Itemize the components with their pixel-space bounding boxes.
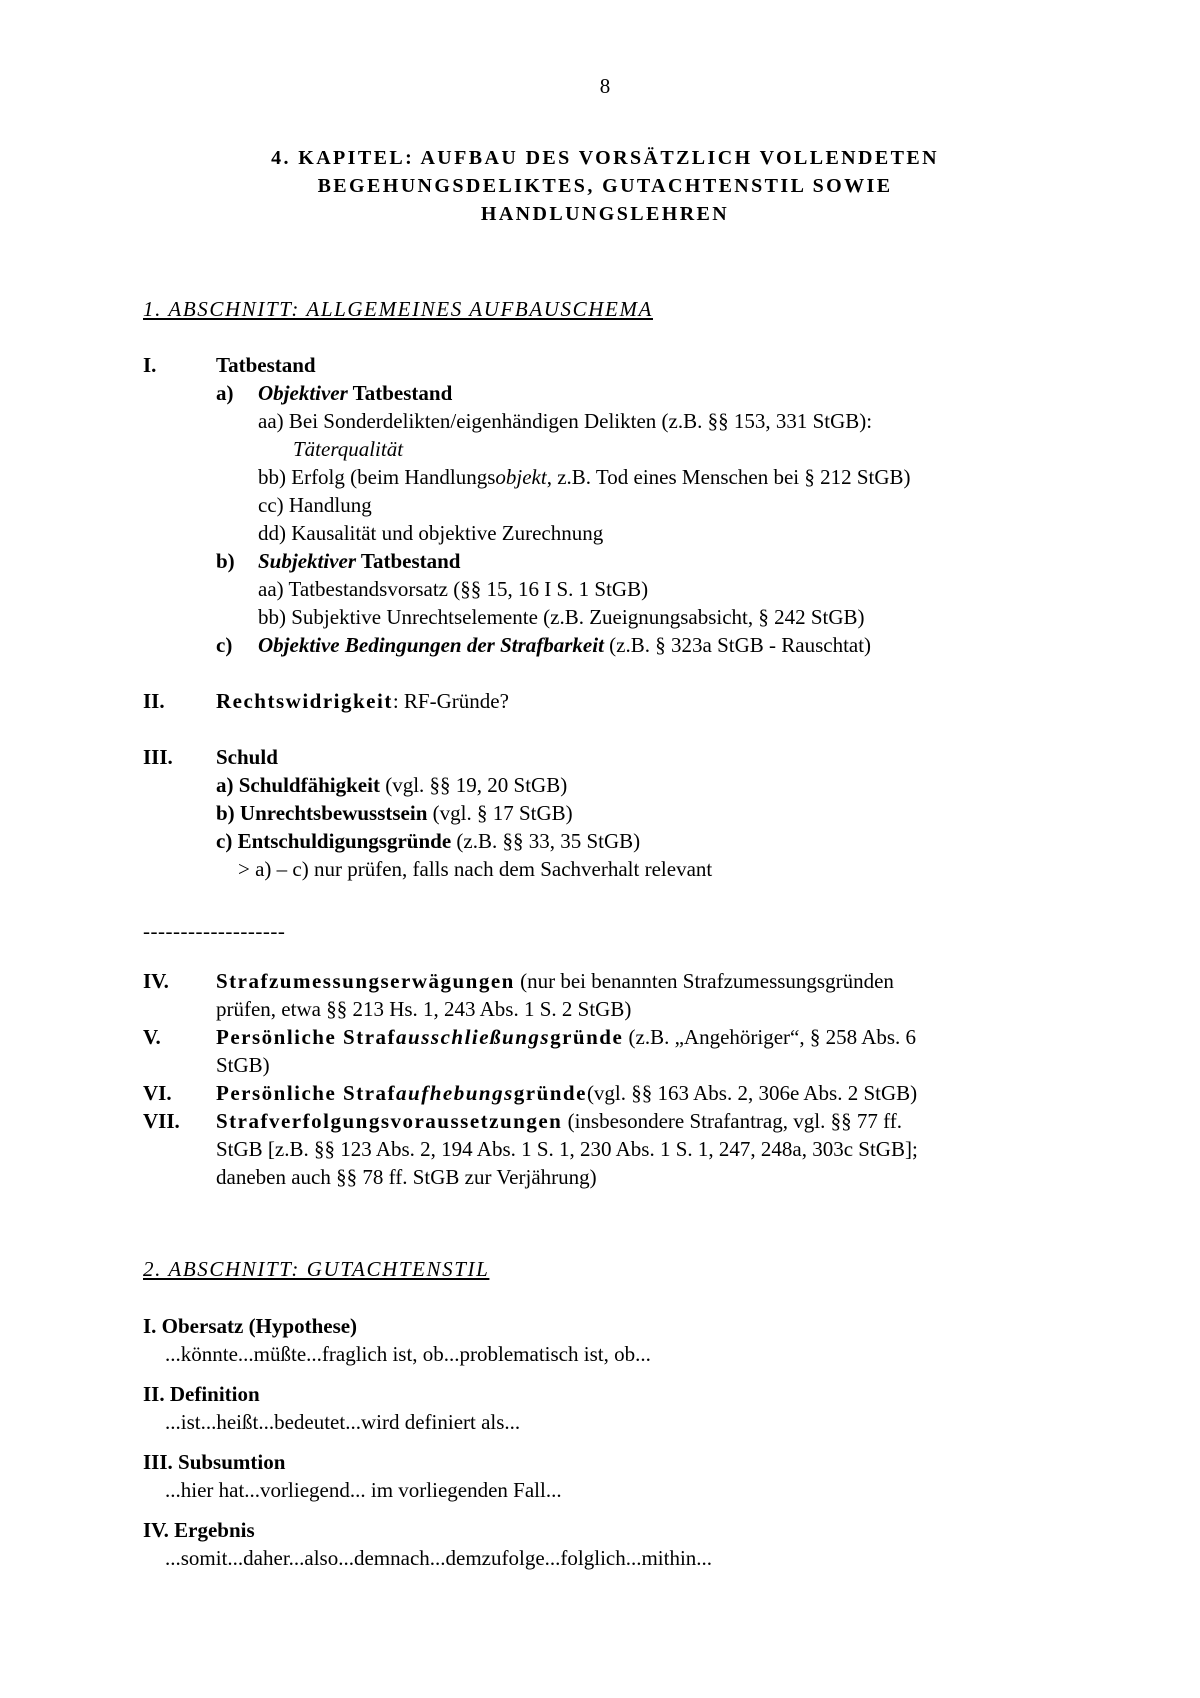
schuld-a-bold: a) Schuldfähigkeit: [216, 773, 380, 797]
section-2-heading: 2. ABSCHNITT: GUTACHTENSTIL: [143, 1257, 490, 1281]
objektive-bedingungen: [258, 631, 871, 659]
strafaufhebungsgruende: [216, 1079, 917, 1107]
schuld-c-rest: (z.B. §§ 33, 35 StGB): [451, 829, 641, 853]
subjektiver-tatbestand: [258, 547, 460, 575]
subsumtion-title: III. Subsumtion: [143, 1450, 286, 1474]
strafverfolgung: [216, 1107, 902, 1135]
chapter-title-line-2: BEGEHUNGSDELIKTES, GUTACHTENSTIL SOWIE: [317, 175, 893, 197]
schuld-c-bold: c) Entschuldigungsgründe: [216, 829, 452, 853]
obersatz-text: ...könnte...müßte...fraglich ist, ob...problematisch ist, ob...: [165, 1342, 651, 1366]
line-bb: [258, 463, 911, 491]
schuld-a: [216, 771, 567, 799]
schuld-title: Schuld: [216, 745, 278, 769]
objektiver-rest: Tatbestand: [347, 381, 453, 405]
subsumtion-text: ...hier hat...vorliegend... im vorliegenden Fall...: [165, 1478, 562, 1502]
vii-title: Strafverfolgungsvoraussetzungen: [216, 1109, 563, 1133]
rechtswidrigkeit-title: Rechtswidrigkeit: [216, 689, 393, 713]
definition-title: II. Definition: [143, 1382, 260, 1406]
objektive-bedingungen-rest: (z.B. § 323a StGB - Rauschtat): [603, 633, 872, 657]
numeral-vii: VII.: [143, 1109, 180, 1133]
v-title-post: gründe: [550, 1025, 624, 1049]
item-a-label: a): [216, 381, 234, 405]
schuld-b: [216, 799, 573, 827]
line-dd: dd) Kausalität und objektive Zurechnung: [258, 521, 604, 545]
schuld-a-rest: (vgl. §§ 19, 20 StGB): [379, 773, 568, 797]
objektive-bedingungen-label: Objektive Bedingungen der Strafbarkeit: [258, 633, 604, 657]
rechtswidrigkeit: [216, 687, 509, 715]
item-b-label: b): [216, 549, 235, 573]
definition-text: ...ist...heißt...bedeutet...wird definiert als...: [165, 1410, 521, 1434]
strafzumessung: [216, 967, 894, 995]
subjektiver-rest: Tatbestand: [356, 549, 461, 573]
section-1-heading: 1. ABSCHNITT: ALLGEMEINES AUFBAUSCHEMA: [143, 297, 653, 321]
line-b-bb: bb) Subjektive Unrechtselemente (z.B. Zueignungsabsicht, § 242 StGB): [258, 605, 865, 629]
vii-rest: (insbesondere Strafantrag, vgl. §§ 77 ff.: [562, 1109, 902, 1133]
tatbestand-title: Tatbestand: [216, 353, 316, 377]
numeral-ii: II.: [143, 689, 165, 713]
line-cc: cc) Handlung: [258, 493, 372, 517]
separator: -------------------: [143, 919, 286, 943]
v-title-pre: Persönliche Straf: [216, 1025, 397, 1049]
numeral-iv: IV.: [143, 969, 169, 993]
vii-cont-1: StGB [z.B. §§ 123 Abs. 2, 194 Abs. 1 S. 1, 230 Abs. 1 S. 1, 247, 248a, 303c StGB];: [216, 1137, 918, 1161]
line-aa: aa) Bei Sonderdelikten/eigenhändigen Delikten (z.B. §§ 153, 331 StGB):: [258, 409, 873, 433]
vi-rest: (vgl. §§ 163 Abs. 2, 306e Abs. 2 StGB): [586, 1081, 918, 1105]
chapter-title-line-3: HANDLUNGSLEHREN: [480, 203, 730, 225]
strafausschliessungsgruende: [216, 1023, 916, 1051]
numeral-vi: VI.: [143, 1081, 172, 1105]
vi-title-pre: Persönliche Straf: [216, 1081, 397, 1105]
page-number: 8: [599, 74, 611, 98]
rechtswidrigkeit-rest: : RF-Gründe?: [392, 689, 509, 713]
v-cont: StGB): [216, 1053, 270, 1077]
schuld-c: [216, 827, 640, 855]
line-aa-cont: Täterqualität: [293, 437, 404, 461]
strafzumessung-cont: prüfen, etwa §§ 213 Hs. 1, 243 Abs. 1 S. 2 StGB): [216, 997, 632, 1021]
numeral-v: V.: [143, 1025, 161, 1049]
schuld-b-bold: b) Unrechtsbewusstsein: [216, 801, 428, 825]
schuld-note: > a) – c) nur prüfen, falls nach dem Sachverhalt relevant: [238, 857, 713, 881]
chapter-title-line-1: 4. KAPITEL: AUFBAU DES VORSÄTZLICH VOLLENDETEN: [271, 147, 939, 169]
obersatz-title: I. Obersatz (Hypothese): [143, 1314, 358, 1338]
ergebnis-title: IV. Ergebnis: [143, 1518, 255, 1542]
numeral-iii: III.: [143, 745, 173, 769]
chapter-title: [150, 144, 1060, 228]
v-title-italic: ausschließungs: [396, 1025, 551, 1049]
bb-post: , z.B. Tod eines Menschen bei § 212 StGB): [546, 465, 911, 489]
objektiver-tatbestand: [258, 379, 452, 407]
schuld-b-rest: (vgl. § 17 StGB): [427, 801, 573, 825]
numeral-i: I.: [143, 353, 157, 377]
line-b-aa: aa) Tatbestandsvorsatz (§§ 15, 16 I S. 1 StGB): [258, 577, 649, 601]
strafzumessung-title: Strafzumessungserwägungen: [216, 969, 515, 993]
bb-italic: objekt: [495, 465, 547, 489]
vii-cont-2: daneben auch §§ 78 ff. StGB zur Verjährung): [216, 1165, 597, 1189]
objektiver-label: Objektiver: [258, 381, 348, 405]
bb-pre: bb) Erfolg (beim Handlungs: [258, 465, 496, 489]
vi-title-italic: aufhebungs: [396, 1081, 514, 1105]
v-rest: (z.B. „Angehöriger“, § 258 Abs. 6: [623, 1025, 917, 1049]
ergebnis-text: ...somit...daher...also...demnach...demzufolge...folglich...mithin...: [165, 1546, 713, 1570]
vi-title-post: gründe: [513, 1081, 587, 1105]
subjektiver-label: Subjektiver: [258, 549, 356, 573]
item-c-label: c): [216, 633, 233, 657]
strafzumessung-rest: (nur bei benannten Strafzumessungsgründen: [514, 969, 894, 993]
